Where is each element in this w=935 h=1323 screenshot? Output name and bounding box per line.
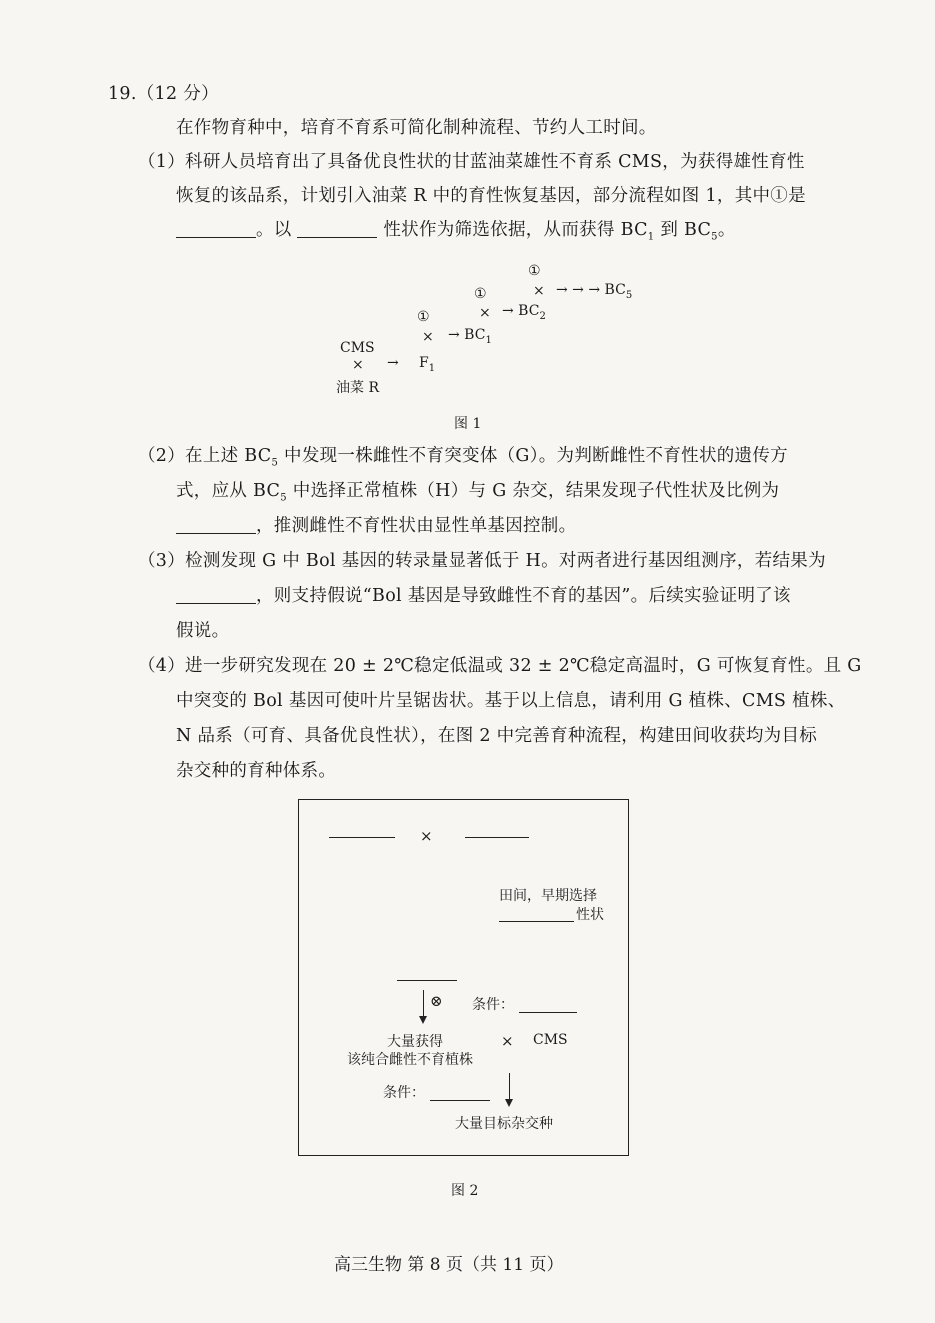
cross-level2: × <box>422 329 434 345</box>
condition2-label: 条件： <box>383 1085 425 1101</box>
selfing-symbol: ⊗ <box>430 992 443 1010</box>
answer-blank-2[interactable] <box>176 516 256 535</box>
part2-line1: （2）在上述 $BC_5$ 中发现一株雌性不育突变体（G）。为判断雌性不育性状的遗传方 <box>138 446 788 469</box>
part1-text3d: 。 <box>717 220 736 240</box>
part3-line1: （3）检测发现 G 中 Bol 基因的转录量显著低于 H。对两者进行基因组测序，若结果为 <box>138 551 826 571</box>
question-number-score <box>108 80 219 105</box>
trait-label: 性状 <box>576 907 604 923</box>
arrow-f1: → <box>387 355 399 371</box>
cms-label: CMS <box>340 340 375 356</box>
cms-parent-label: CMS <box>533 1032 568 1048</box>
part1-text3b: 性状作为筛选依据，从而获得 BC <box>383 220 648 240</box>
part1-line1 <box>138 148 805 173</box>
figure2-box <box>298 799 629 1156</box>
sub-5: 5 <box>711 231 718 243</box>
blank-selected-plant[interactable] <box>397 980 457 981</box>
rapeseed-r-label: 油菜 R <box>336 380 379 396</box>
obtain-label-1: 大量获得 <box>387 1034 443 1050</box>
part1-line3 <box>176 216 736 243</box>
cross-parents: × <box>420 827 433 845</box>
circle-1-level3: ① <box>474 286 487 302</box>
obtain-label-2: 该纯合雌性不育植株 <box>347 1052 473 1068</box>
figure1-caption: 图 1 <box>454 416 482 432</box>
bc2-label: → $BC_2$ <box>502 303 546 322</box>
f1-label: $F_1$ <box>419 355 436 374</box>
blank-trait[interactable] <box>499 921 574 922</box>
bc5-label: → → → $BC_5$ <box>556 282 633 301</box>
part2-line2: 式，应从 $BC_5$ 中选择正常植株（H）与 G 杂交，结果发现子代性状及比例为 <box>176 481 780 504</box>
part1-line2: 恢复的该品系，计划引入油菜 R 中的育性恢复基因，部分流程如图 1，其中①是 <box>176 186 806 206</box>
circle-1-level2: ① <box>417 309 430 325</box>
answer-blank-1a[interactable] <box>176 220 256 239</box>
part3-label: （3） <box>138 551 186 571</box>
cross-level3: × <box>479 305 491 321</box>
figure2-caption: 图 2 <box>451 1183 479 1199</box>
question-score: （12 分） <box>136 84 219 104</box>
page-footer: 高三生物 第 8 页（共 11 页） <box>334 1255 564 1275</box>
circle-1-level4: ① <box>528 263 541 279</box>
part4-line2: 中突变的 Bol 基因可使叶片呈锯齿状。基于以上信息，请利用 G 植株、CMS 植株、 <box>176 691 846 711</box>
question-number: 19. <box>108 84 137 104</box>
target-hybrid-label: 大量目标杂交种 <box>455 1116 553 1132</box>
arrow-hybrid <box>509 1073 510 1105</box>
part4-line4: 杂交种的育种体系。 <box>176 761 337 781</box>
cross-cms: × <box>501 1032 514 1050</box>
blank-parent-right[interactable] <box>465 837 529 838</box>
part1-label: （1） <box>138 152 186 172</box>
cross-level4: × <box>533 283 545 299</box>
part2-line3: ，推测雌性不育性状由显性单基因控制。 <box>176 512 576 537</box>
part4-line3: N 品系（可育、具备优良性状），在图 2 中完善育种流程，构建田间收获均为目标 <box>176 726 818 746</box>
blank-parent-left[interactable] <box>329 837 395 838</box>
sub-1: 1 <box>647 231 655 243</box>
condition1-label: 条件： <box>472 997 514 1013</box>
part2-label: （2） <box>138 446 186 466</box>
part1-text3a: 。以 <box>256 220 292 240</box>
part3-line2: ，则支持假说“Bol 基因是导致雌性不育的基因”。后续实验证明了该 <box>176 582 791 607</box>
part1-text3c: 到 BC <box>654 220 712 240</box>
cross-level1: × <box>352 357 364 373</box>
answer-blank-3[interactable] <box>176 586 256 605</box>
part4-label: （4） <box>138 656 186 676</box>
answer-blank-1b[interactable] <box>297 220 377 239</box>
part4-line1: （4）进一步研究发现在 20 ± 2℃稳定低温或 32 ± 2℃稳定高温时，G 可恢复育性。且 G <box>138 656 862 676</box>
part1-text1: 科研人员培育出了具备优良性状的甘蓝油菜雄性不育系 CMS，为获得雄性育性 <box>185 152 805 172</box>
blank-condition2[interactable] <box>430 1100 490 1101</box>
blank-condition1[interactable] <box>519 1012 577 1013</box>
arrow-selfing <box>423 990 424 1022</box>
question-intro: 在作物育种中，培育不育系可简化制种流程、节约人工时间。 <box>176 118 657 138</box>
field-select-label: 田间，早期选择 <box>499 888 597 904</box>
bc1-label: → $BC_1$ <box>448 327 492 346</box>
part3-line3: 假说。 <box>176 621 230 641</box>
